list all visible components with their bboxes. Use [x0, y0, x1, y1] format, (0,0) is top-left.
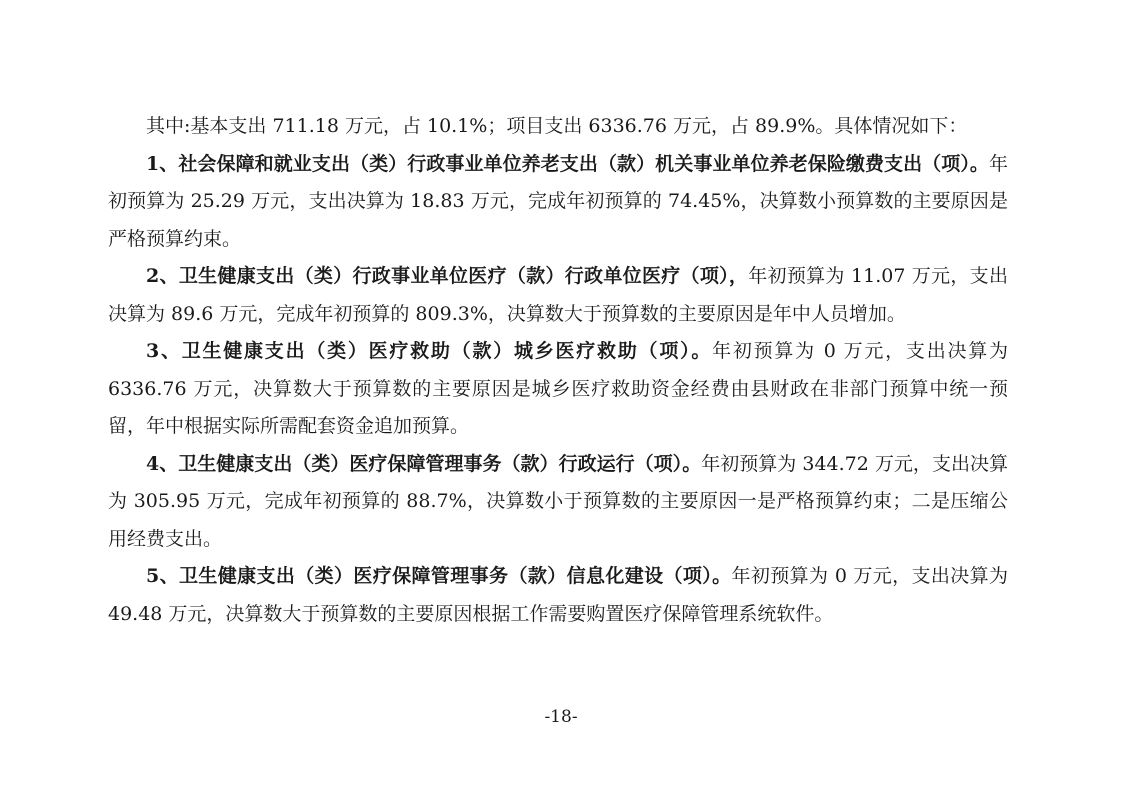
paragraph-heading: 5、卫生健康支出（类）医疗保障管理事务（款）信息化建设（项）。 — [146, 565, 732, 587]
paragraph-text: 年初预算为 11.07 万元，支出决算为 89.6 万元，完成年初预算的 809.3%，决算数大于预算数的主要原因是年中人员增加。 — [108, 265, 1008, 325]
paragraph-heading: 4、卫生健康支出（类）医疗保障管理事务（款）行政运行（项）。 — [146, 452, 702, 475]
paragraph-heading: 1、社会保障和就业支出（类）行政事业单位养老支出（款）机关事业单位养老保险缴费支出（项）。 — [146, 152, 989, 175]
paragraph-text: 年初预算为 0 万元，支出决算为 6336.76 万元，决算数大于预算数的主要原因是城乡医疗救助资金经费由县财政在非部门预算中统一预留，年中根据实际所需配套资金追加预算。 — [108, 340, 1008, 437]
paragraph-item-4 — [108, 446, 1008, 559]
paragraph-text: 年初预算为 0 万元，支出决算为 49.48 万元，决算数大于预算数的主要原因根据工作需要购置医疗保障管理系统软件。 — [108, 565, 1008, 625]
paragraph-item-2 — [108, 258, 1008, 333]
paragraph-item-3 — [108, 333, 1008, 446]
paragraph-item-1 — [108, 146, 1008, 259]
paragraph-text: 其中:基本支出 711.18 万元，占 10.1%；项目支出 6336.76 万元，占 89.9%。具体情况如下： — [146, 115, 968, 137]
paragraph-summary — [108, 108, 1008, 146]
paragraph-heading: 2、卫生健康支出（类）行政事业单位医疗（款）行政单位医疗（项）， — [146, 265, 749, 287]
paragraph-heading: 3、卫生健康支出（类）医疗救助（款）城乡医疗救助（项）。 — [146, 340, 713, 362]
paragraph-text: 年初预算为 25.29 万元，支出决算为 18.83 万元，完成年初预算的 74.45%，决算数小预算数的主要原因是严格预算约束。 — [108, 152, 1008, 250]
paragraph-item-5 — [108, 558, 1008, 633]
paragraph-text: 年初预算为 344.72 万元，支出决算为 305.95 万元，完成年初预算的 88.7%，决算数小于预算数的主要原因一是严格预算约束；二是压缩公用经费支出。 — [108, 452, 1008, 550]
document-body — [108, 108, 1008, 633]
page-number: -18- — [544, 707, 578, 727]
